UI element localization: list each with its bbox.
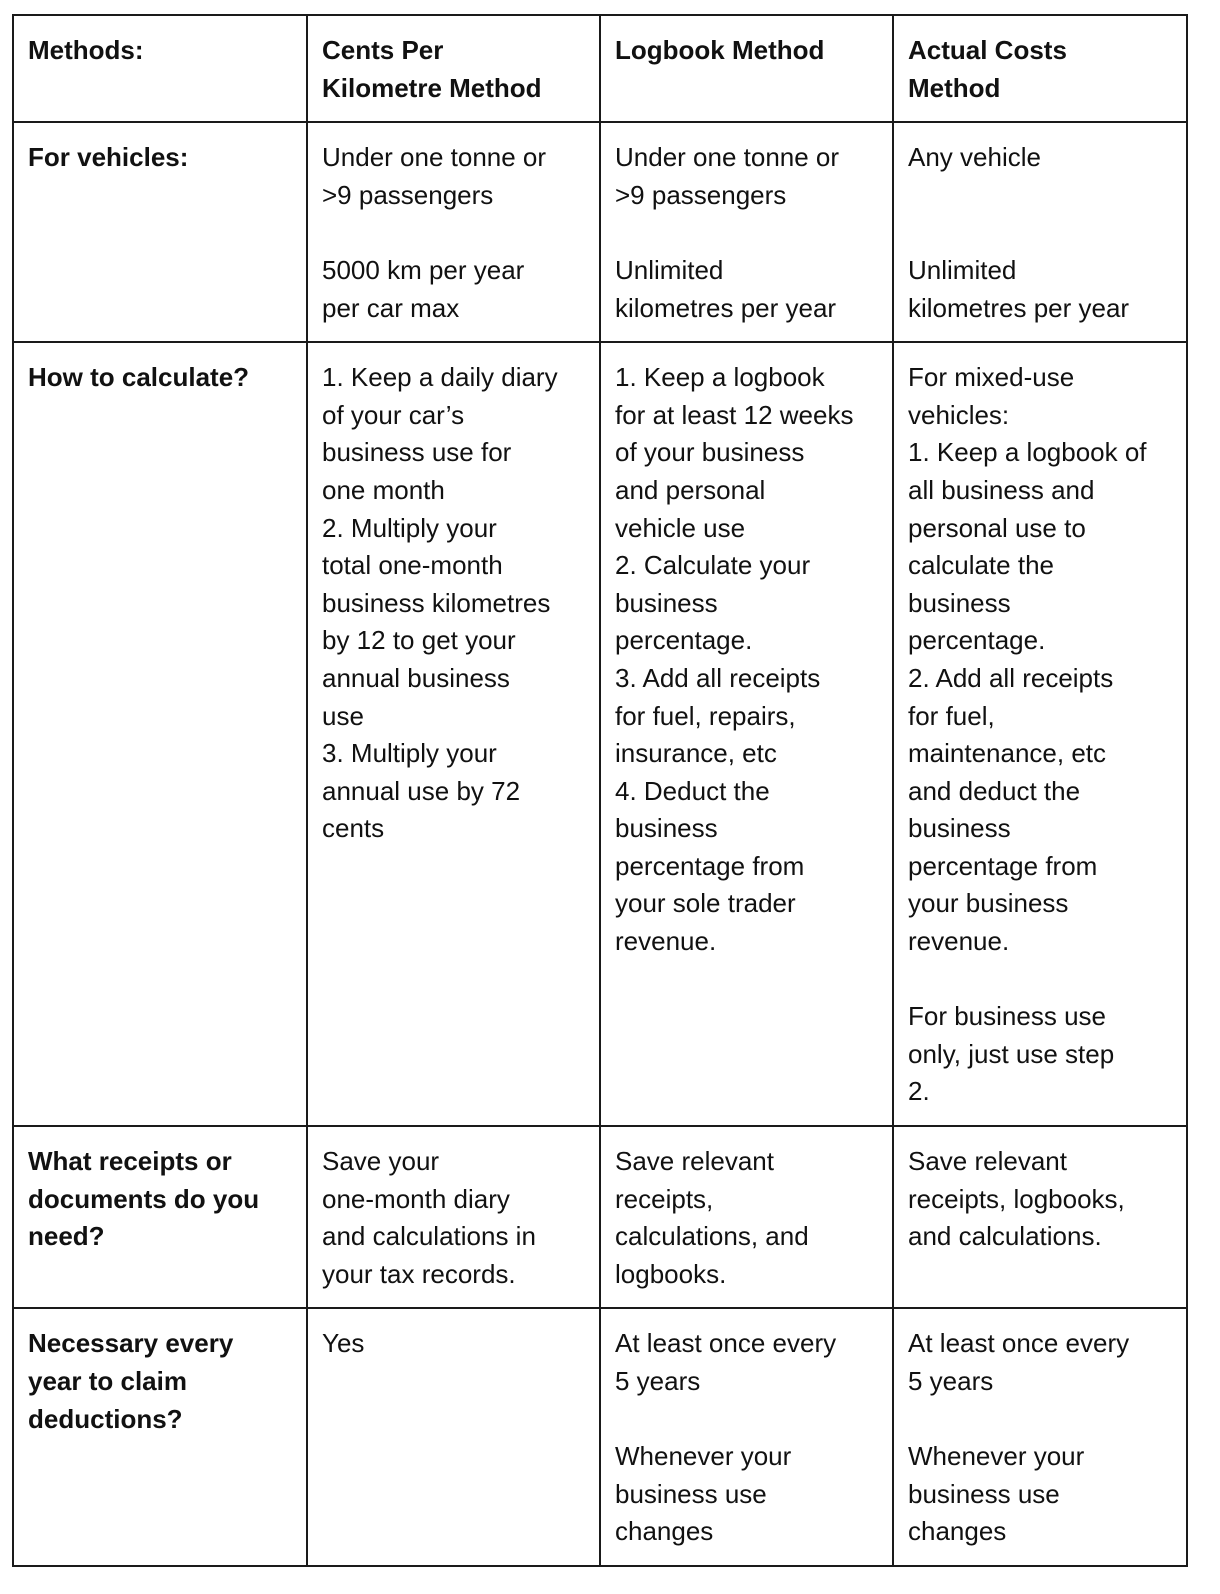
cell-calc-cents-per-km: 1. Keep a daily diary of your car’s business use for one month 2. Multiply your total one-month business kilometres by 12 to get your annual business use 3. Multiply your annual use by 72 cents xyxy=(307,342,600,1126)
row-label-how-to-calculate: How to calculate? xyxy=(13,342,307,1126)
header-cell-logbook: Logbook Method xyxy=(600,15,893,122)
cell-receipts-cents-per-km: Save your one-month diary and calculations in your tax records. xyxy=(307,1126,600,1308)
cell-necessary-actual-costs: At least once every 5 years Whenever your business use changes xyxy=(893,1308,1187,1566)
cell-receipts-actual-costs: Save relevant receipts, logbooks, and calculations. xyxy=(893,1126,1187,1308)
methods-comparison-table xyxy=(12,14,1188,1567)
table-header-row xyxy=(13,15,1187,122)
cell-necessary-cents-per-km: Yes xyxy=(307,1308,600,1566)
cell-vehicles-actual-costs: Any vehicle Unlimited kilometres per year xyxy=(893,122,1187,342)
cell-receipts-logbook: Save relevant receipts, calculations, and logbooks. xyxy=(600,1126,893,1308)
table-row-how-to-calculate xyxy=(13,342,1187,1126)
table-row-vehicles xyxy=(13,122,1187,342)
table-row-necessary-every-year xyxy=(13,1308,1187,1566)
cell-vehicles-logbook: Under one tonne or >9 passengers Unlimited kilometres per year xyxy=(600,122,893,342)
row-label-necessary-every-year: Necessary every year to claim deductions? xyxy=(13,1308,307,1566)
row-label-vehicles: For vehicles: xyxy=(13,122,307,342)
cell-vehicles-cents-per-km: Under one tonne or >9 passengers 5000 km per year per car max xyxy=(307,122,600,342)
header-cell-actual-costs: Actual Costs Method xyxy=(893,15,1187,122)
row-label-receipts: What receipts or documents do you need? xyxy=(13,1126,307,1308)
cell-calc-actual-costs: For mixed-use vehicles: 1. Keep a logbook of all business and personal use to calculate the business percentage. 2. Add all receipts for fuel, maintenance, etc and deduct the business percentage from your business revenue. For business use only, just use step 2. xyxy=(893,342,1187,1126)
header-cell-cents-per-km: Cents Per Kilometre Method xyxy=(307,15,600,122)
cell-calc-logbook: 1. Keep a logbook for at least 12 weeks of your business and personal vehicle use 2. Calculate your business percentage. 3. Add all receipts for fuel, repairs, insurance, etc 4. Deduct the business percentage from your sole trader revenue. xyxy=(600,342,893,1126)
cell-necessary-logbook: At least once every 5 years Whenever your business use changes xyxy=(600,1308,893,1566)
header-cell-methods: Methods: xyxy=(13,15,307,122)
table-row-receipts xyxy=(13,1126,1187,1308)
